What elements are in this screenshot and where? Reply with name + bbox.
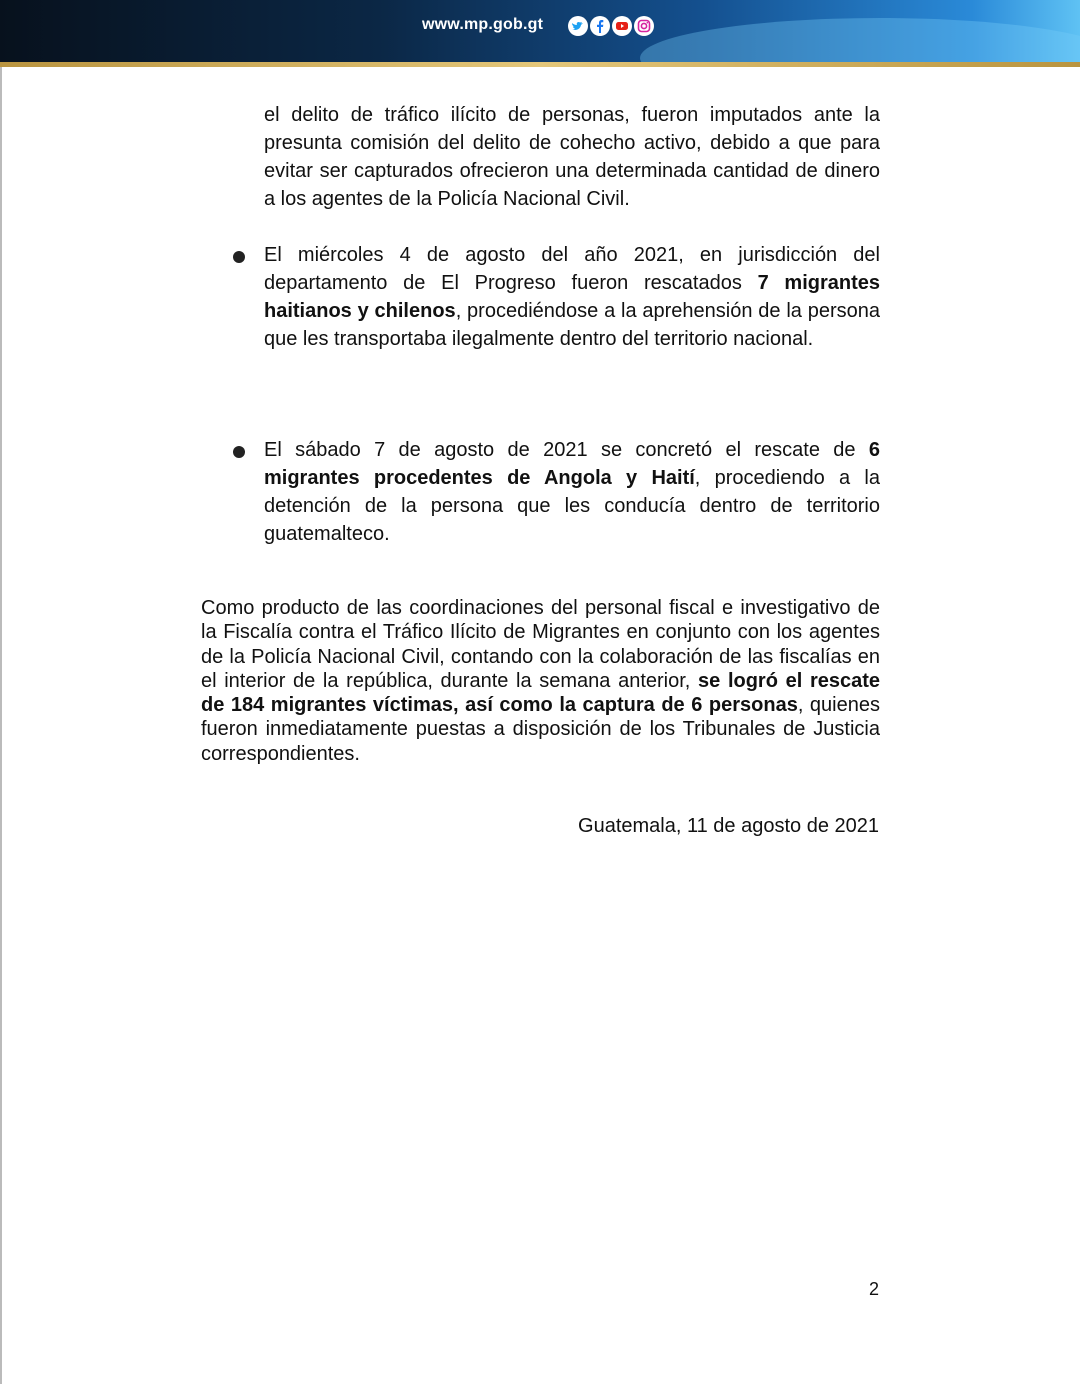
bullet-item-2: El sábado 7 de agosto de 2021 se concretó el rescate de 6 migrantes procedentes de Angola y Haití, procediendo a la detención de la persona que les conducía dentro de territorio guatemalteco.	[264, 439, 880, 545]
page-header	[0, 0, 1080, 62]
date-line: Guatemala, 11 de agosto de 2021	[578, 815, 879, 837]
continuation-paragraph: el delito de tráfico ilícito de personas, fueron imputados ante la presunta comisión del delito de cohecho activo, debido a que para evitar ser capturados ofrecieron una determinada cantidad de dinero a los agentes de la Policía Nacional Civil.	[264, 104, 880, 210]
page-number: 2	[869, 1279, 880, 1299]
youtube-icon	[612, 16, 632, 36]
bullet-item-1: El miércoles 4 de agosto del año 2021, en jurisdicción del departamento de El Progreso fueron rescatados 7 migrantes haitianos y chilenos, procediéndose a la aprehensión de la persona que les transportaba ilegalmente dentro del territorio nacional.	[264, 244, 881, 350]
document-page	[0, 67, 1080, 1384]
facebook-icon	[590, 16, 610, 36]
social-icons	[568, 16, 654, 36]
instagram-icon	[634, 16, 654, 36]
header-wave-decoration	[640, 18, 1080, 62]
twitter-icon	[568, 16, 588, 36]
conclusion-paragraph: Como producto de las coordinaciones del personal fiscal e investigativo de la Fiscalía contra el Tráfico Ilícito de Migrantes en conjunto con los agentes de la Policía Nacional Civil, contando con la colaboración de las fiscalías en el interior de la república, durante la semana anterior, se logró el rescate de 184 migrantes víctimas, así como la captura de 6 personas, quienes fueron inmediatamente puestas a disposición de los Tribunales de Justicia correspondientes.	[201, 597, 880, 765]
bullet-dot	[233, 251, 245, 263]
website-url: www.mp.gob.gt	[422, 16, 544, 33]
bullet-dot	[233, 446, 245, 458]
